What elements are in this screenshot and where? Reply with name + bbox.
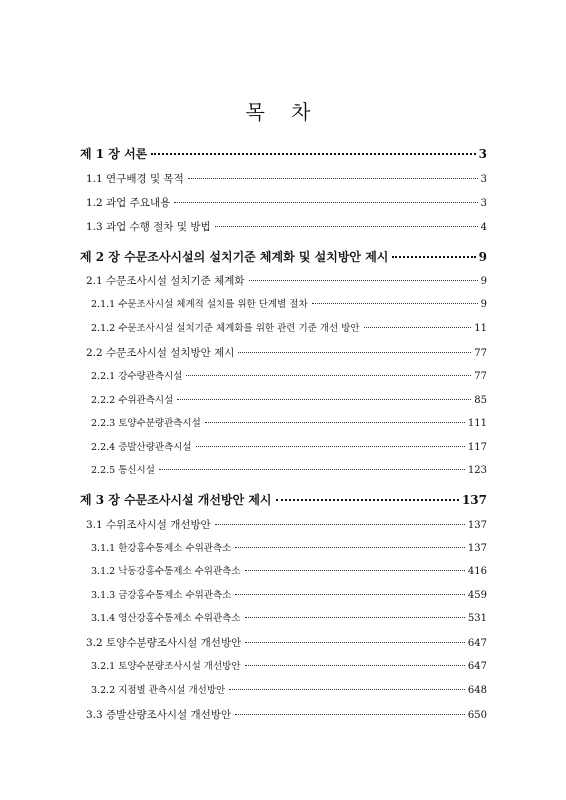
toc-page-number: 137 [467,520,487,531]
toc-entry-2-2-4[interactable] [80,440,487,456]
dot-leader [249,280,478,281]
toc-entry-label: 3.1.4 영산강홍수통제소 수위관측소 [91,613,241,624]
toc-entry-3-2-2[interactable] [80,683,487,699]
toc-entry-label: 2.1.2 수문조사시설 설치기준 체계화를 위한 관련 기준 개선 방안 [91,323,360,334]
dot-leader [177,399,471,400]
dot-leader [235,594,465,595]
toc-page-number: 647 [467,661,487,672]
toc-entry-label: 3.3 증발산량조사시설 개선방안 [86,709,232,721]
toc-entry-label: 2.2.2 수위관측시설 [91,395,174,406]
toc-page-number: 650 [467,710,487,721]
toc-entry-3-1[interactable] [80,517,487,534]
dot-leader [238,352,471,353]
dot-leader [151,153,475,155]
dot-leader [229,689,465,690]
toc-entry-2-1-2[interactable] [80,321,487,337]
dot-leader [215,226,478,227]
toc-entry-label: 1.3 과업 수행 절차 및 방법 [86,221,211,233]
toc-entry-3-2[interactable] [80,635,487,652]
toc-page-number: 9 [480,299,487,310]
toc-entry-label: 3.1.2 낙동강홍수통제소 수위관측소 [91,566,241,577]
dot-leader [245,570,465,571]
toc-page-number: 459 [467,590,487,601]
toc-entry-label: 3.1.3 금강홍수통제소 수위관측소 [91,590,232,601]
toc-page-number: 531 [467,613,487,624]
dot-leader [245,617,465,618]
toc-entry-label: 2.1 수문조사시설 설치기준 체계화 [86,275,245,287]
toc-entry-label: 3.2.1 토양수분량조사시설 개선방안 [91,661,241,672]
toc-entry-label: 3.1 수위조사시설 개선방안 [86,519,211,531]
toc-entry-2-2-1[interactable] [80,369,487,385]
toc-page-number: 3 [478,147,487,161]
toc-entry-label: 3.2 토양수분량조사시설 개선방안 [86,637,242,649]
toc-entry-3-1-1[interactable] [80,541,487,557]
dot-leader [245,665,465,666]
toc-page-number: 416 [467,566,487,577]
dot-leader [245,642,465,643]
toc-page-number: 3 [480,198,487,209]
dot-leader [364,327,472,328]
toc-page-number: 9 [478,250,487,264]
toc-entry-3-1-4[interactable] [80,611,487,627]
page-title: 목 차 [245,100,321,124]
dot-leader [235,714,465,715]
toc-page-number: 648 [467,685,487,696]
toc-page-number: 11 [474,323,487,334]
dot-leader [196,446,465,447]
toc-page-number: 85 [474,395,487,406]
toc-page-number: 117 [467,442,487,453]
toc-entry-label: 3.2.2 지점별 관측시설 개선방안 [91,685,226,696]
toc-entry-2-2[interactable] [80,345,487,362]
toc-entry-3-2-1[interactable] [80,659,487,675]
toc-page-number: 137 [461,493,487,507]
toc-entry-2-2-5[interactable] [80,463,487,479]
dot-leader [276,499,459,501]
toc-page-number: 647 [467,638,487,649]
toc-entry-ch2[interactable] [80,249,487,265]
dot-leader [312,303,478,304]
toc-entry-3-3[interactable] [80,707,487,724]
dot-leader [235,547,465,548]
toc-entry-label: 제 1 장 서론 [80,147,148,161]
dot-leader [159,469,465,470]
toc-entry-2-2-3[interactable] [80,416,487,432]
toc-page-number: 77 [474,348,487,359]
toc-entry-1-1[interactable] [80,171,487,188]
toc-entry-ch3[interactable] [80,492,487,508]
toc-entry-label: 2.1.1 수문조사시설 체계적 설치를 위한 단계별 절차 [91,299,308,310]
toc-entry-label: 2.2 수문조사시설 설치방안 제시 [86,347,235,359]
toc-entry-3-1-2[interactable] [80,564,487,580]
toc-entry-label: 2.2.3 토양수분량관측시설 [91,418,201,429]
toc-page-number: 9 [480,276,487,287]
toc-entry-label: 2.2.5 통신시설 [91,465,155,476]
toc-entry-ch1[interactable] [80,146,487,162]
dot-leader [215,524,465,525]
toc-page-number: 77 [474,371,487,382]
toc-entry-1-3[interactable] [80,219,487,236]
toc-entry-label: 제 2 장 수문조사시설의 설치기준 체계화 및 설치방안 제시 [80,250,389,264]
toc-entry-label: 2.2.1 강수량관측시설 [91,371,183,382]
toc-page-number: 123 [467,465,487,476]
toc-page-number: 4 [480,222,487,233]
dot-leader [392,256,475,258]
toc-list [80,0,487,800]
toc-entry-2-1-1[interactable] [80,297,487,313]
dot-leader [174,202,477,203]
toc-entry-label: 제 3 장 수문조사시설 개선방안 제시 [80,493,272,507]
toc-entry-2-1[interactable] [80,273,487,290]
toc-entry-label: 1.2 과업 주요내용 [86,197,171,209]
dot-leader [205,422,465,423]
toc-entry-label: 2.2.4 증발산량관측시설 [91,442,192,453]
toc-page-number: 111 [467,418,487,429]
toc-entry-1-2[interactable] [80,195,487,212]
dot-leader [186,375,471,376]
toc-page-number: 3 [480,174,487,185]
toc-page-number: 137 [467,543,487,554]
toc-entry-2-2-2[interactable] [80,393,487,409]
toc-entry-3-1-3[interactable] [80,588,487,604]
toc-entry-label: 1.1 연구배경 및 목적 [86,173,184,185]
toc-entry-label: 3.1.1 한강홍수통제소 수위관측소 [91,543,232,554]
dot-leader [188,178,478,179]
